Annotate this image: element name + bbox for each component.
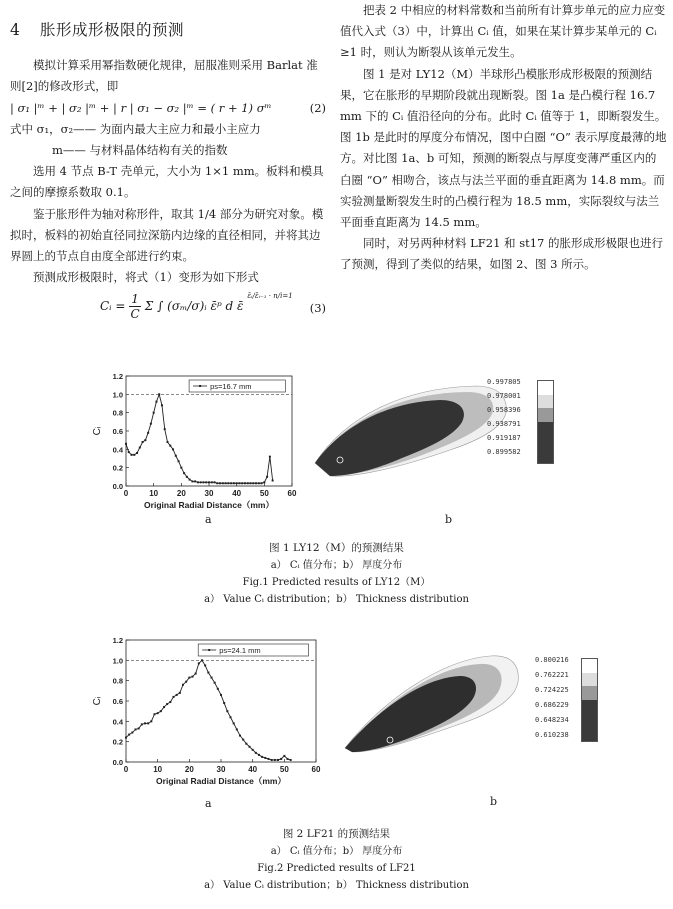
figure-1-caption: [0, 540, 673, 608]
paragraph: 选用 4 节点 B-T 壳单元，大小为 1×1 mm。板料和模具之间的摩擦系数取 0.1。: [10, 164, 324, 200]
data-point: [266, 476, 268, 478]
where-line-2: m—— 与材料晶体结构有关的指数: [52, 143, 228, 158]
data-point: [258, 482, 260, 484]
data-point: [141, 723, 143, 725]
data-point: [157, 712, 159, 714]
x-tick-label: 40: [232, 489, 242, 498]
paragraph: 同时，对另两种材料 LF21 和 st17 的胀形成形极限也进行了预测，得到了类似的结果，如图 2、图 3 所示。: [340, 236, 664, 272]
y-tick-label: 0.2: [112, 737, 123, 747]
data-point: [252, 482, 254, 484]
data-point: [236, 728, 238, 730]
data-point: [268, 758, 270, 760]
data-point: [219, 482, 221, 484]
x-tick-label: 10: [149, 489, 159, 498]
data-point: [166, 703, 168, 705]
y-tick-label: 0.0: [112, 482, 123, 491]
legend-value: 0.800216: [535, 656, 569, 664]
paragraph: 图 1 是对 LY12（M）半球形凸模胀形成形极限的预测结果，它在胀形的早期阶段就出现断裂。图 1a 是凸模行程 16.7 mm 下的 Cᵢ 值沿径向的分布。此时 Cᵢ 值等于 1，即断裂发生。图 1b 是此时的厚度分布情况，图中白圈 “O” 表示厚度最薄的地方。对比图 1a、b 可知，预测的断裂点与厚度变薄严重区内的白圈 “O” 相吻合，该点与法兰平面的垂直距离为 14.8 mm。而实验测量断裂发生时的凸模行程为 18.5 mm，实际裂纹与法兰平面垂直距离为 14.5 mm。: [340, 66, 667, 230]
eq3-sum-top: n: [273, 292, 278, 301]
data-point: [189, 479, 191, 481]
eq3-lhs: Cᵢ =: [100, 299, 126, 314]
figure-2-caption-zh: 图 2 LF21 的预测结果: [282, 828, 391, 840]
data-point: [255, 482, 257, 484]
data-point: [182, 684, 184, 686]
data-point: [180, 467, 182, 469]
equation-3: Cᵢ = $\frac{1}{C}$ Σ ∫ (σₘ/σ)ᵢ ε̄ᵖ d ε̄ ε̄ᵢ/ε̄ᵢ₋₁ · n/i=1 (3): [100, 292, 326, 322]
data-point: [230, 482, 232, 484]
data-point: [264, 757, 266, 759]
legend-value: 0.978001: [487, 392, 521, 400]
data-point: [207, 672, 209, 674]
data-point: [183, 472, 185, 474]
figure-1a-label: a: [205, 513, 212, 526]
data-point: [247, 482, 249, 484]
figure-1b-label: b: [445, 513, 453, 526]
data-point: [131, 454, 133, 456]
data-point: [258, 754, 260, 756]
legend-value: 0.899582: [487, 448, 521, 456]
data-point: [214, 682, 216, 684]
data-point: [261, 482, 263, 484]
data-point: [176, 694, 178, 696]
legend-value: 0.919187: [487, 434, 521, 442]
data-point: [163, 706, 165, 708]
equation-2-number: (2): [309, 100, 326, 115]
y-tick-label: 0.8: [112, 676, 123, 686]
eq3-sum-bot: i=1: [280, 292, 293, 301]
data-point: [239, 735, 241, 737]
legend-marker: [199, 385, 201, 387]
data-point: [135, 728, 137, 730]
data-point: [283, 755, 285, 757]
data-point: [150, 720, 152, 722]
data-point: [172, 448, 174, 450]
section-number: 4: [10, 21, 21, 39]
legend-value: 0.997805: [487, 378, 521, 386]
legend-value: 0.938791: [487, 420, 521, 428]
x-tick-label: 30: [216, 765, 226, 774]
figure-1-caption-en: Fig.1 Predicted results of LY12（M）: [242, 577, 431, 588]
data-point: [186, 476, 188, 478]
data-point: [128, 451, 130, 453]
figure-1b-legend: [487, 378, 567, 468]
data-point: [144, 722, 146, 724]
y-tick-label: 1.2: [112, 372, 123, 381]
data-point: [211, 677, 213, 679]
x-tick-label: 60: [287, 489, 297, 498]
figure-1a-chart: [92, 368, 302, 518]
series-line: [126, 660, 291, 760]
data-point: [195, 673, 197, 675]
data-point: [211, 481, 213, 483]
data-point: [249, 746, 251, 748]
x-tick-label: 10: [153, 765, 163, 774]
data-point: [205, 481, 207, 483]
data-point: [161, 404, 163, 406]
data-point: [208, 481, 210, 483]
figure-2-caption-zh-sub: a） Cᵢ 值分布；b） 厚度分布: [270, 846, 403, 857]
data-point: [204, 664, 206, 666]
data-point: [244, 482, 246, 484]
data-point: [191, 480, 193, 482]
data-point: [233, 722, 235, 724]
y-tick-label: 0.2: [112, 463, 123, 473]
x-tick-label: 50: [279, 765, 289, 774]
data-point: [136, 452, 138, 454]
data-point: [147, 432, 149, 434]
section-title: 胀形成形极限的预测: [40, 21, 185, 39]
y-tick-label: 1.0: [112, 390, 123, 400]
data-point: [225, 482, 227, 484]
data-point: [164, 428, 166, 430]
data-point: [128, 734, 130, 736]
plot-frame: [126, 640, 316, 762]
figure-1-caption-zh: 图 1 LY12（M）的预测结果: [269, 542, 404, 554]
data-point: [125, 737, 127, 739]
data-point: [250, 482, 252, 484]
y-tick-label: 0.4: [112, 717, 123, 727]
data-point: [169, 701, 171, 703]
data-point: [222, 482, 224, 484]
legend-value: 0.610238: [535, 731, 569, 739]
x-tick-label: 20: [176, 489, 186, 498]
data-point: [214, 481, 216, 483]
data-point: [188, 677, 190, 679]
data-point: [242, 739, 244, 741]
figure-2b-thickness-map: [340, 648, 540, 758]
data-point: [167, 441, 169, 443]
data-point: [150, 423, 152, 425]
x-axis-label: Original Radial Distance（mm）: [156, 776, 286, 786]
data-point: [236, 482, 238, 484]
data-point: [139, 447, 141, 449]
legend-value: 0.762221: [535, 671, 569, 679]
plot-frame: [126, 376, 292, 486]
x-tick-label: 50: [259, 489, 269, 498]
legend-value: 0.648234: [535, 716, 569, 724]
x-tick-label: 30: [204, 489, 214, 498]
y-tick-label: 0.8: [112, 408, 123, 418]
y-axis-label: Cᵢ: [92, 696, 103, 706]
data-point: [194, 480, 196, 482]
figure-2b-label: b: [490, 795, 498, 808]
paragraph: 把表 2 中相应的材料常数和当前所有计算步单元的应力应变值代入式（3）中，计算出 Cᵢ 值，如果在某计算步某单元的 Cᵢ ≥1 时，则认为断裂从该单元发生。: [340, 3, 666, 60]
equation-2-body: | σ₁ |ᵐ + | σ₂ |ᵐ + | r | σ₁ − σ₂ |ᵐ = ( r + 1) σᵐ: [10, 100, 272, 115]
data-point: [280, 758, 282, 760]
figure-2a-label: a: [205, 797, 212, 810]
data-point: [147, 722, 149, 724]
legend-marker: [208, 649, 210, 651]
y-tick-label: 0.6: [112, 697, 123, 706]
data-point: [179, 692, 181, 694]
right-column: [340, 0, 667, 276]
data-point: [154, 713, 156, 715]
data-point: [223, 702, 225, 704]
data-point: [178, 460, 180, 462]
data-point: [133, 454, 135, 456]
data-point: [271, 759, 273, 761]
data-point: [245, 743, 247, 745]
data-point: [220, 694, 222, 696]
data-point: [201, 659, 203, 661]
data-point: [158, 393, 160, 395]
figure-1-caption-zh-sub: a） Cᵢ 值分布；b） 厚度分布: [270, 560, 403, 571]
legend-value: 0.724225: [535, 686, 569, 694]
data-point: [125, 443, 127, 445]
y-tick-label: 1.0: [112, 656, 123, 666]
data-point: [227, 482, 229, 484]
paragraph: 预测成形极限时，将式（1）变形为如下形式: [33, 270, 259, 285]
section-heading: [10, 20, 326, 41]
data-point: [261, 756, 263, 758]
figure-2b-legend: [535, 656, 615, 746]
figure-2-caption-en-sub: a） Value Cᵢ distribution；b） Thickness distribution: [204, 880, 469, 891]
x-tick-label: 20: [184, 765, 194, 774]
data-point: [290, 759, 292, 761]
legend-value: 0.686229: [535, 701, 569, 709]
y-tick-label: 1.2: [112, 636, 123, 645]
legend-label: ps=24.1 mm: [219, 646, 261, 655]
data-point: [202, 481, 204, 483]
data-point: [185, 681, 187, 683]
where-line-1: 式中 σ₁，σ₂—— 为面内最大主应力和最小主应力: [10, 121, 261, 136]
eq3-int-bot: ε̄ᵢ₋₁: [254, 292, 267, 301]
data-point: [274, 759, 276, 761]
data-point: [142, 441, 144, 443]
figure-2a-chart: [92, 632, 324, 792]
data-point: [198, 662, 200, 664]
data-point: [217, 688, 219, 690]
left-column: [10, 14, 326, 334]
figure-2-caption: [0, 826, 673, 894]
y-tick-label: 0.6: [112, 427, 123, 436]
data-point: [269, 456, 271, 458]
data-point: [287, 758, 289, 760]
data-point: [169, 445, 171, 447]
x-tick-label: 40: [248, 765, 258, 774]
data-point: [277, 759, 279, 761]
data-point: [144, 439, 146, 441]
data-point: [263, 481, 265, 483]
data-point: [153, 412, 155, 414]
equation-3-number: (3): [309, 301, 326, 316]
equation-2: [10, 98, 326, 119]
figure-2-caption-en: Fig.2 Predicted results of LF21: [257, 863, 416, 874]
legend-value: 0.958396: [487, 406, 521, 414]
data-point: [131, 732, 133, 734]
x-tick-label: 60: [311, 765, 321, 774]
data-point: [192, 676, 194, 678]
y-axis-label: Cᵢ: [92, 426, 103, 436]
data-point: [160, 710, 162, 712]
eq3-int-top: ε̄ᵢ: [247, 292, 253, 301]
data-point: [175, 455, 177, 457]
data-point: [272, 480, 274, 482]
data-point: [216, 482, 218, 484]
data-point: [200, 481, 202, 483]
data-point: [230, 716, 232, 718]
data-point: [226, 710, 228, 712]
data-point: [138, 727, 140, 729]
x-tick-label: 0: [123, 765, 129, 774]
data-point: [155, 401, 157, 403]
data-point: [241, 482, 243, 484]
data-point: [255, 752, 257, 754]
legend-label: ps=16.7 mm: [210, 382, 252, 391]
eq3-rest: Σ ∫ (σₘ/σ)ᵢ ε̄ᵖ d ε̄: [144, 299, 244, 314]
y-tick-label: 0.4: [112, 445, 123, 455]
y-tick-label: 0.0: [112, 758, 123, 767]
figure-1-caption-en-sub: a） Value Cᵢ distribution；b） Thickness distribution: [204, 594, 469, 605]
paragraph: 鉴于胀形件为轴对称形件，取其 1/4 部分为研究对象。模拟时，板料的初始直径同拉深筋内边缘的直径相同，并将其边界圆上的节点自由度全部进行约束。: [10, 206, 324, 264]
paragraph: 模拟计算采用幂指数硬化规律，屈服准则采用 Barlat 准则[2]的修改形式，即: [10, 58, 318, 94]
data-point: [238, 482, 240, 484]
data-point: [197, 481, 199, 483]
data-point: [233, 482, 235, 484]
series-line: [126, 394, 273, 483]
x-tick-label: 0: [123, 489, 129, 498]
data-point: [252, 749, 254, 751]
data-point: [173, 696, 175, 698]
x-axis-label: Original Radial Distance（mm）: [144, 500, 274, 510]
eq3-fraction: $\frac{1}{C}$: [130, 292, 140, 322]
